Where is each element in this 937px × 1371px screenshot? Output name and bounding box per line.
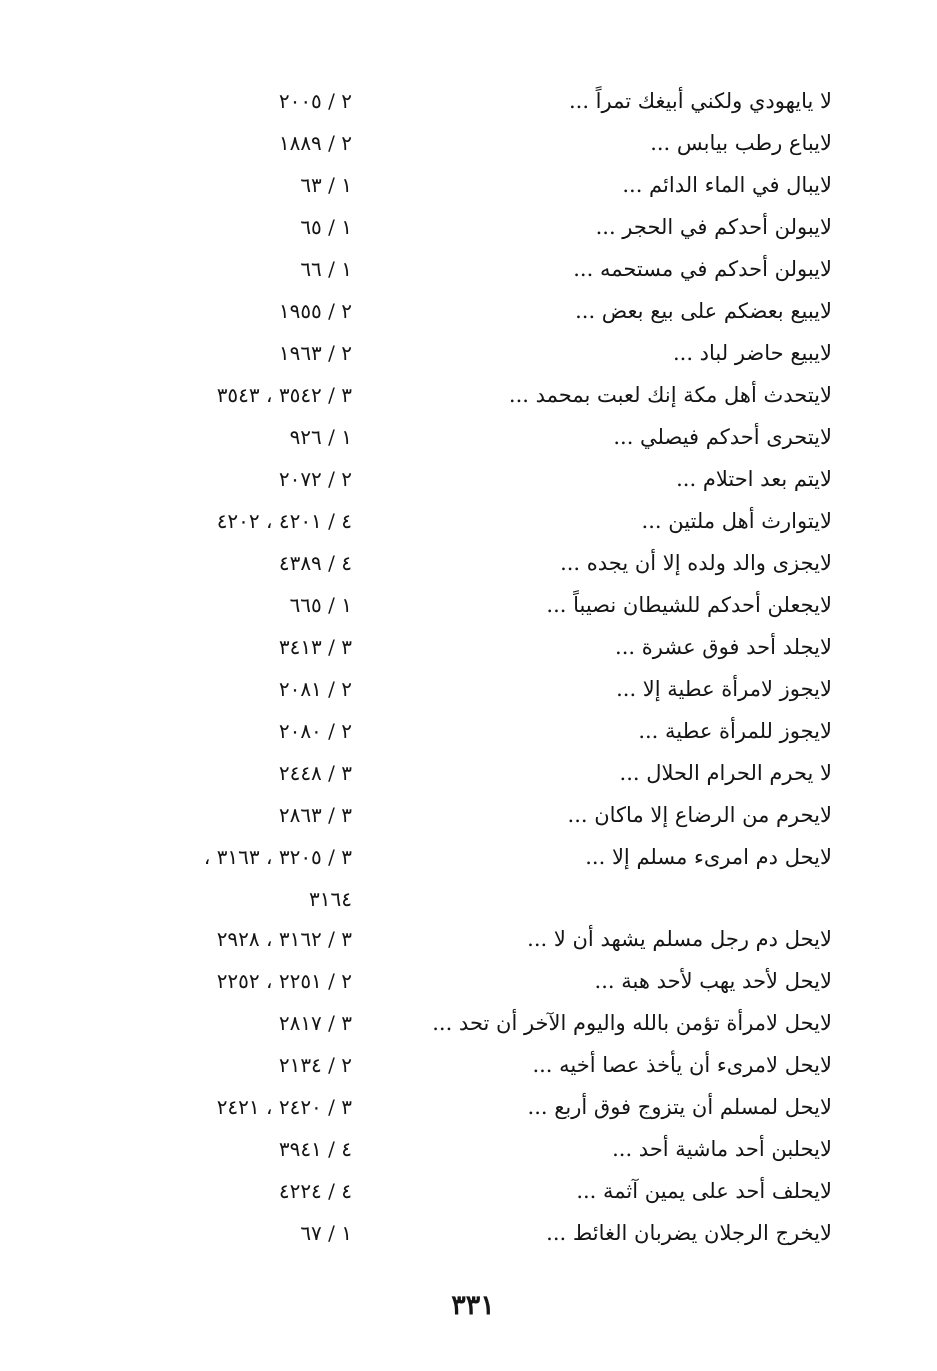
hadith-opening: لايجوز لامرأة عطية إلا ... <box>616 677 832 701</box>
index-entry <box>0 1170 937 1212</box>
hadith-opening: لايجلد أحد فوق عشرة ... <box>615 635 832 659</box>
volume-number-reference: ٣ / ٢٤٢٠ ، ٢٤٢١ <box>216 1095 352 1119</box>
hadith-opening: لايحرم من الرضاع إلا ماكان ... <box>567 803 832 827</box>
index-entry <box>0 960 937 1002</box>
index-entry <box>0 794 937 836</box>
hadith-opening: لايبولن أحدكم في مستحمه ... <box>573 257 832 281</box>
hadith-opening: لايباع رطب بيابس ... <box>650 131 832 155</box>
volume-number-reference: ٣ / ٢٨٦٣ <box>278 803 352 827</box>
volume-number-reference: ٣ / ٢٨١٧ <box>278 1011 352 1035</box>
index-entry <box>0 1212 937 1254</box>
volume-number-reference: ٣ / ٣٢٠٥ ، ٣١٦٣ ، <box>203 845 352 869</box>
volume-number-reference: ٢ / ٢٠٨٠ <box>278 719 352 743</box>
index-entry <box>0 1086 937 1128</box>
volume-number-reference: ١ / ٦٣ <box>300 173 352 197</box>
volume-number-reference: ٢ / ١٨٨٩ <box>278 131 352 155</box>
index-entry <box>0 1002 937 1044</box>
hadith-opening: لايحل دم امرىء مسلم إلا ... <box>585 845 832 869</box>
index-entry <box>0 752 937 794</box>
hadith-opening: لايحل لامرىء أن يأخذ عصا أخيه ... <box>532 1053 832 1077</box>
index-entry <box>0 458 937 500</box>
hadith-opening: لايجعلن أحدكم للشيطان نصيباً ... <box>546 593 832 617</box>
hadith-opening: لايحلف أحد على يمين آثمة ... <box>576 1179 832 1203</box>
volume-number-reference: ٤ / ٣٩٤١ <box>278 1137 352 1161</box>
hadith-opening: لا يايهودي ولكني أبيغك تمراً ... <box>568 89 832 113</box>
volume-number-reference: ٢ / ٢٠٧٢ <box>278 467 352 491</box>
hadith-opening: لايبولن أحدكم في الحجر ... <box>595 215 832 239</box>
index-entry <box>0 332 937 374</box>
index-entry <box>0 122 937 164</box>
hadith-opening: لايبال في الماء الدائم ... <box>622 173 832 197</box>
index-entry <box>0 416 937 458</box>
hadith-opening: لايجوز للمرأة عطية ... <box>638 719 832 743</box>
volume-number-reference: ١ / ٩٢٦ <box>289 425 352 449</box>
hadith-opening: لايحل لأحد يهب لأحد هبة ... <box>594 969 832 993</box>
index-entry <box>0 836 937 878</box>
hadith-opening: لايتوارث أهل ملتين ... <box>641 509 832 533</box>
index-entry <box>0 500 937 542</box>
hadith-opening: لايبيع بعضكم على بيع بعض ... <box>575 299 832 323</box>
volume-number-reference: ٤ / ٤٢٢٤ <box>278 1179 352 1203</box>
volume-number-reference: ٣ / ٢٤٤٨ <box>278 761 352 785</box>
index-entry <box>0 626 937 668</box>
hadith-index-list <box>0 80 937 1254</box>
hadith-opening: لايحل دم رجل مسلم يشهد أن لا ... <box>527 927 832 951</box>
hadith-opening: لا يحرم الحرام الحلال ... <box>619 761 832 785</box>
volume-number-reference: ١ / ٦٧ <box>300 1221 352 1245</box>
volume-number-reference: ٢ / ٢٠٨١ <box>278 677 352 701</box>
hadith-opening: لايخرج الرجلان يضربان الغائط ... <box>546 1221 832 1245</box>
volume-number-reference: ٢ / ٢٠٠٥ <box>278 89 352 113</box>
index-entry <box>0 710 937 752</box>
index-entry <box>0 1128 937 1170</box>
volume-number-reference: ١ / ٦٥ <box>300 215 352 239</box>
volume-number-reference: ٣١٦٤ <box>309 887 352 911</box>
index-entry <box>0 164 937 206</box>
hadith-opening: لايتم بعد احتلام ... <box>676 467 832 491</box>
index-entry <box>0 1044 937 1086</box>
volume-number-reference: ٢ / ١٩٦٣ <box>278 341 352 365</box>
hadith-opening: لايحل لامرأة تؤمن بالله واليوم الآخر أن تحد ... <box>432 1011 832 1035</box>
volume-number-reference: ١ / ٦٦ <box>300 257 352 281</box>
volume-number-reference: ٤ / ٤٢٠١ ، ٤٢٠٢ <box>216 509 352 533</box>
volume-number-reference: ٣ / ٣٥٤٢ ، ٣٥٤٣ <box>216 383 352 407</box>
hadith-opening: لايبيع حاضر لباد ... <box>672 341 832 365</box>
index-entry <box>0 668 937 710</box>
volume-number-reference: ١ / ٦٦٥ <box>289 593 352 617</box>
index-entry <box>0 584 937 626</box>
index-entry <box>0 374 937 416</box>
hadith-opening: لايجزى والد ولده إلا أن يجده ... <box>560 551 832 575</box>
volume-number-reference: ٤ / ٤٣٨٩ <box>278 551 352 575</box>
index-entry-continuation <box>0 878 937 918</box>
volume-number-reference: ٣ / ٣٤١٣ <box>278 635 352 659</box>
volume-number-reference: ٢ / ١٩٥٥ <box>278 299 352 323</box>
index-entry <box>0 206 937 248</box>
index-entry <box>0 290 937 332</box>
index-entry <box>0 918 937 960</box>
index-entry <box>0 80 937 122</box>
hadith-opening: لايتحدث أهل مكة إنك لعبت بمحمد ... <box>508 383 832 407</box>
index-entry <box>0 542 937 584</box>
volume-number-reference: ٢ / ٢٢٥١ ، ٢٢٥٢ <box>216 969 352 993</box>
page-number: ٣٣١ <box>451 1290 495 1321</box>
volume-number-reference: ٢ / ٢١٣٤ <box>278 1053 352 1077</box>
index-entry <box>0 248 937 290</box>
hadith-opening: لايتحرى أحدكم فيصلي ... <box>613 425 832 449</box>
hadith-opening: لايحلبن أحد ماشية أحد ... <box>612 1137 832 1161</box>
volume-number-reference: ٣ / ٣١٦٢ ، ٢٩٢٨ <box>216 927 352 951</box>
hadith-opening: لايحل لمسلم أن يتزوج فوق أربع ... <box>527 1095 832 1119</box>
